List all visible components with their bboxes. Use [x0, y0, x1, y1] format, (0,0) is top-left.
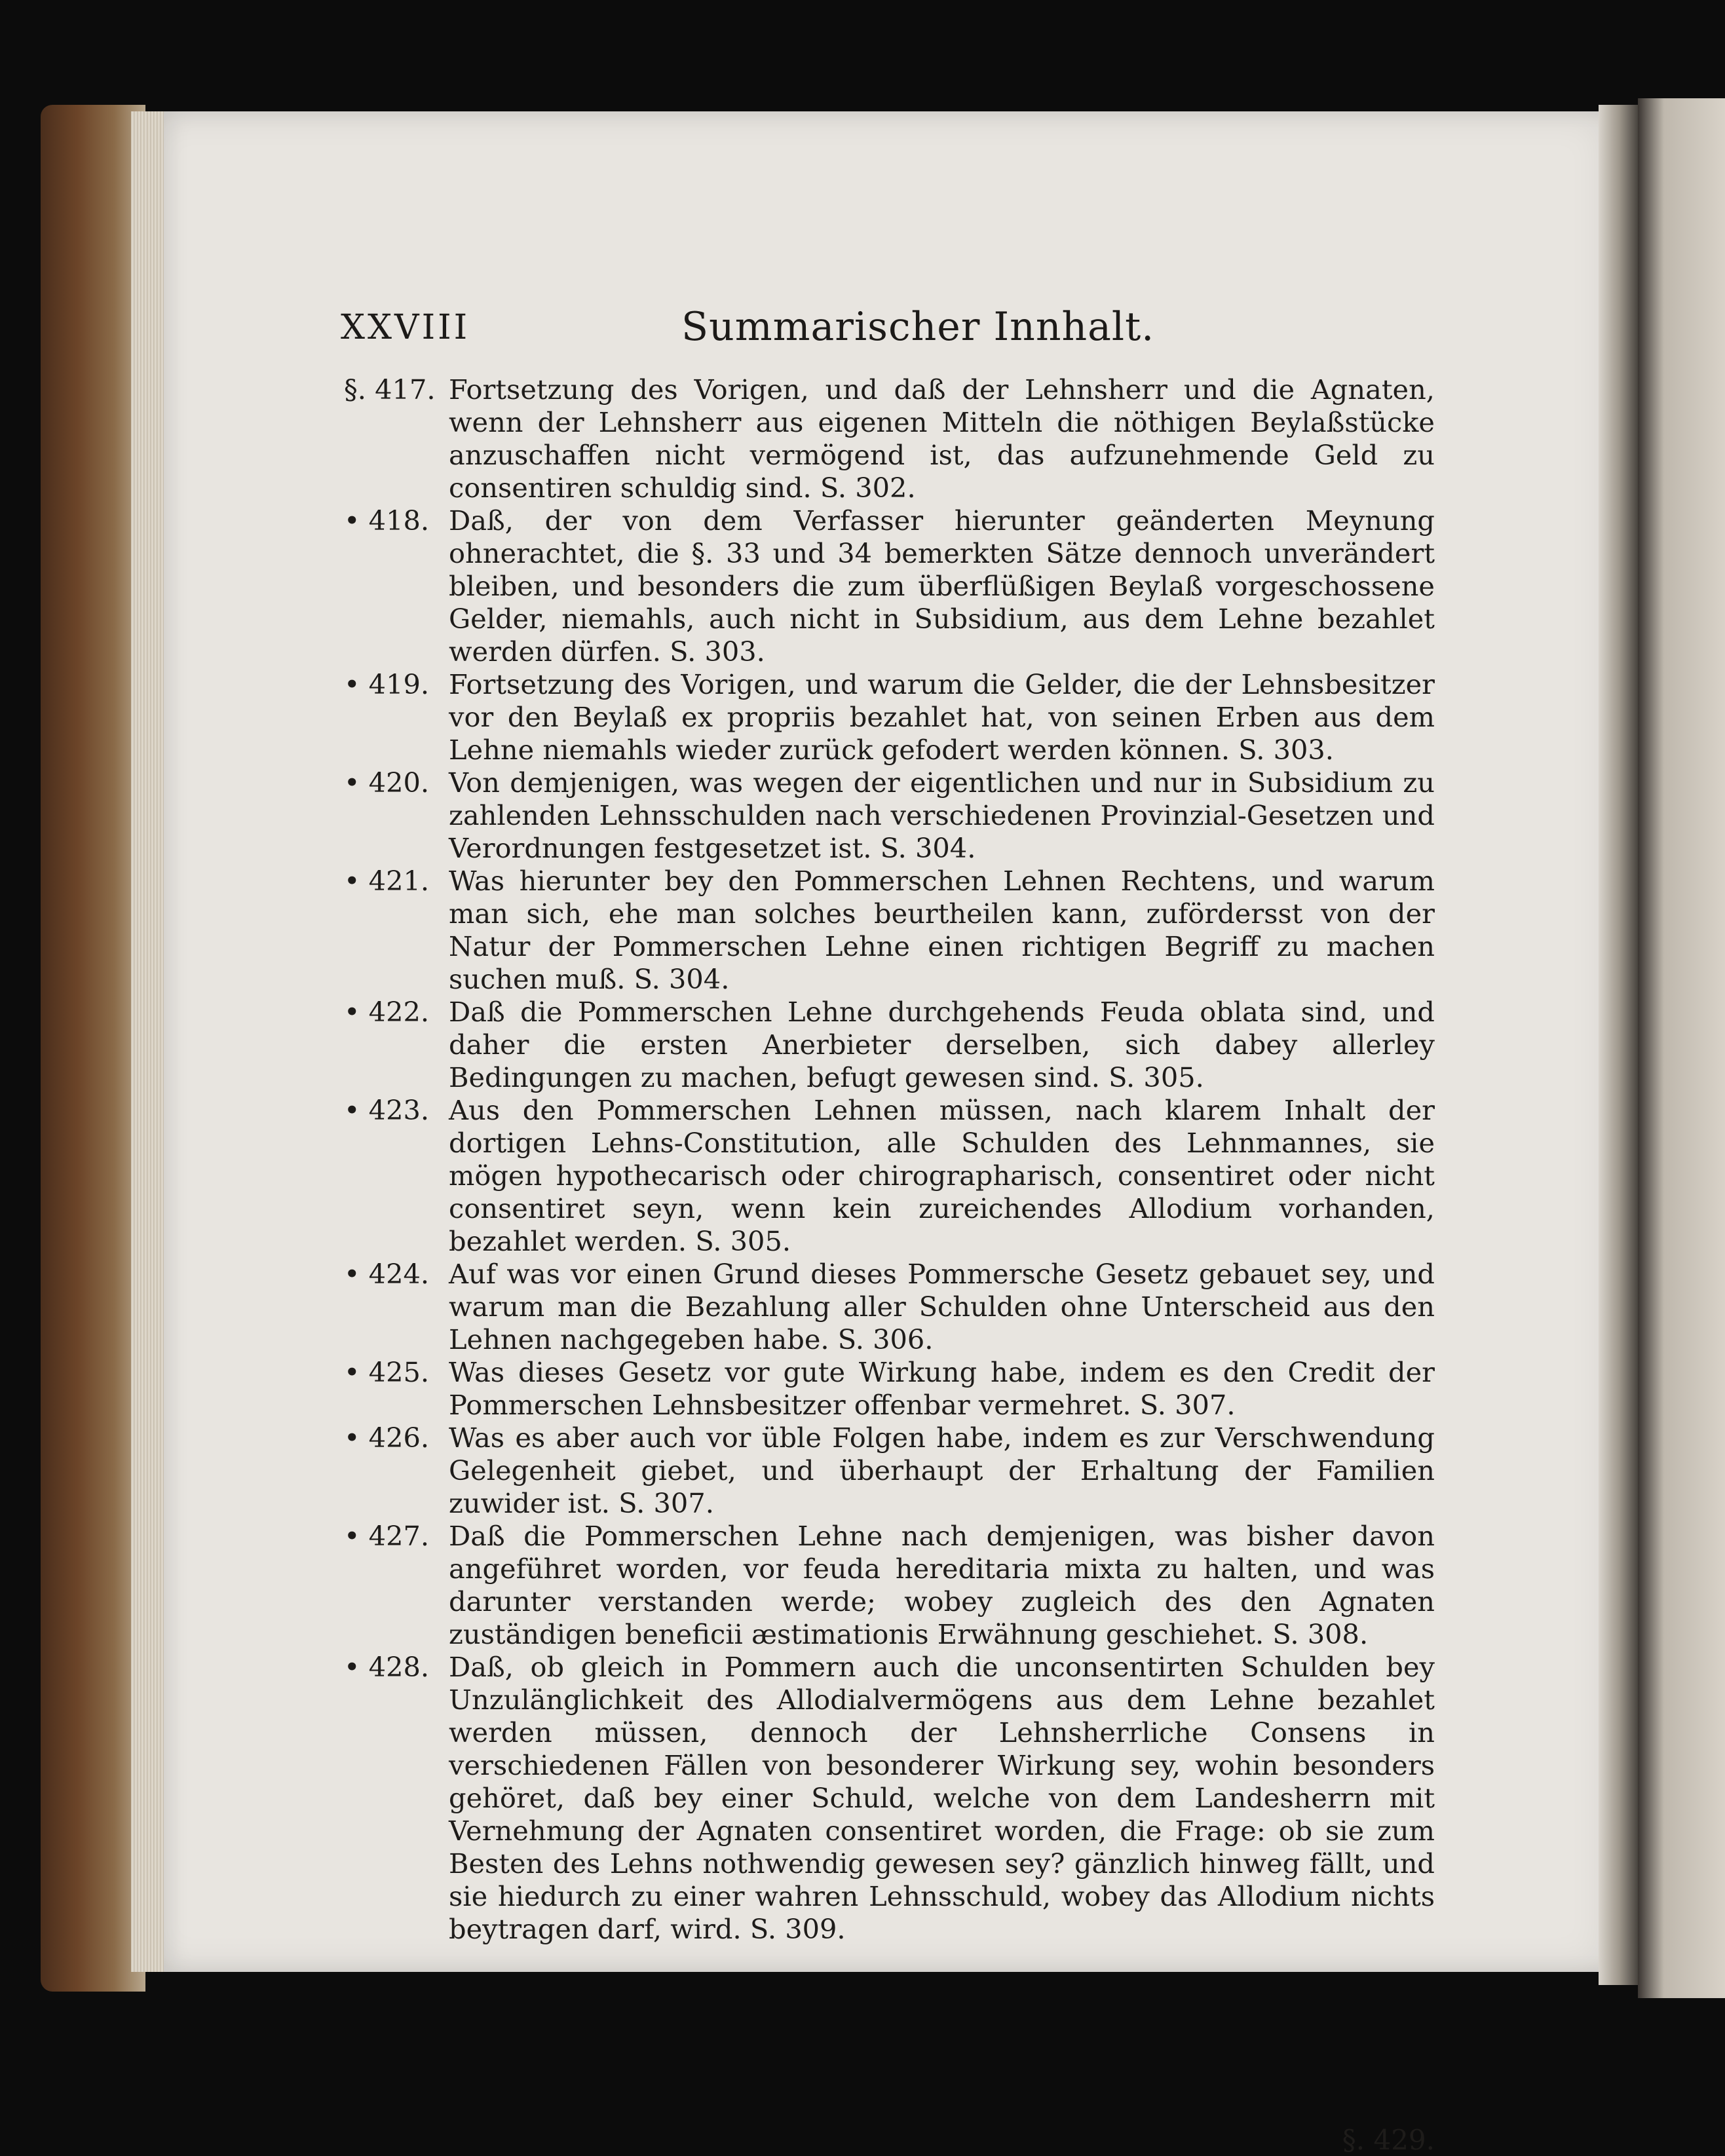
- list-item: [344, 766, 1435, 865]
- entry-number: • 419.: [344, 668, 430, 700]
- entry-text: Daß, der von dem Verfasser hierunter geänderten Meynung ohnerachtet, die §. 33 und 34 bemerkten Sätze dennoch unverändert bleiben, und besonders die zum überflüßigen Beylaß vorgeschossene Gelder, niemahls, auch nicht in Subsidium, aus dem Lehne bezahlet werden dürfen. S. 303.: [449, 504, 1435, 668]
- entry-text: Fortsetzung des Vorigen, und warum die Gelder, die der Lehnsbesitzer vor den Beylaß ex propriis bezahlet hat, von seinen Erben aus dem Lehne niemahls wieder zurück gefodert werden können. S. 303.: [449, 668, 1435, 766]
- entry-text: Daß, ob gleich in Pommern auch die unconsentirten Schulden bey Unzulänglichkeit des Allodialvermögens aus dem Lehne bezahlet werden müssen, dennoch der Lehnsherrliche Consens in verschiedenen Fällen von besonderer Wirkung sey, wohin besonders gehöret, daß bey einer Schuld, welche von dem Landesherrn mit Vernehmung der Agnaten consentiret worden, die Frage: ob sie zum Besten des Lehns nothwendig gewesen sey? gänzlich hinweg fällt, und sie hiedurch zu einer wahren Lehnsschuld, wobey das Allodium nichts beytragen darf, wird. S. 309.: [449, 1651, 1435, 1945]
- entry-number: • 420.: [344, 766, 430, 799]
- entry-number: • 423.: [344, 1094, 430, 1126]
- entry-number: • 421.: [344, 865, 430, 897]
- entry-number: • 426.: [344, 1422, 430, 1454]
- entry-number: • 418.: [344, 504, 430, 537]
- list-item: [344, 1094, 1435, 1258]
- list-item: [344, 504, 1435, 668]
- entry-number: • 425.: [344, 1356, 430, 1388]
- entry-text: Auf was vor einen Grund dieses Pommersche Gesetz gebauet sey, und warum man die Bezahlung aller Schulden ohne Unterscheid aus den Lehnen nachgegeben habe. S. 306.: [449, 1258, 1435, 1355]
- entry-text: Was dieses Gesetz vor gute Wirkung habe, indem es den Credit der Pommerschen Lehnsbesitzer offenbar vermehret. S. 307.: [449, 1356, 1435, 1421]
- list-item: [344, 1422, 1435, 1520]
- list-item: [344, 865, 1435, 996]
- table-of-contents-entries: [344, 373, 1435, 2156]
- list-item: [344, 1356, 1435, 1422]
- book-cover-edge: [41, 105, 145, 1992]
- list-item: [344, 1258, 1435, 1356]
- entry-text: Was es aber auch vor üble Folgen habe, indem es zur Verschwendung Gelegenheit giebet, und überhaupt der Erhaltung der Familien zuwider ist. S. 307.: [449, 1422, 1435, 1519]
- entry-number: §. 417.: [344, 373, 436, 406]
- list-item: [344, 373, 1435, 504]
- entry-number: • 427.: [344, 1520, 430, 1552]
- list-item: [344, 996, 1435, 1094]
- facing-page-edge: [1638, 98, 1725, 1998]
- page-title: Summarischer Innhalt.: [681, 304, 1155, 350]
- running-head: [341, 304, 1468, 360]
- entry-text: Daß die Pommerschen Lehne nach demjenigen, was bisher davon angeführet worden, vor feuda hereditaria mixta zu halten, und was darunter verstanden werde; wobey zugleich des den Agnaten zuständigen beneficii æstimationis Erwähnung geschiehet. S. 308.: [449, 1520, 1435, 1650]
- entry-number: • 424.: [344, 1258, 430, 1290]
- entry-text: Von demjenigen, was wegen der eigentlichen und nur in Subsidium zu zahlenden Lehnsschulden nach verschiedenen Provinzial-Gesetzen und Verordnungen festgesetzet ist. S. 304.: [449, 766, 1435, 864]
- entry-number: • 422.: [344, 996, 430, 1028]
- list-item: [344, 1520, 1435, 1651]
- list-item: [344, 668, 1435, 766]
- catchword: §. 429.: [1342, 2124, 1435, 2156]
- entry-text: Aus den Pommerschen Lehnen müssen, nach klarem Inhalt der dortigen Lehns-Constitution, alle Schulden des Lehnmannes, sie mögen hypothecarisch oder chirographarisch, consentiret oder nicht consentiret seyn, wenn kein zureichendes Allodium vorhanden, bezahlet werden. S. 305.: [449, 1094, 1435, 1257]
- page-number: XXVIII: [341, 308, 470, 347]
- entry-text: Fortsetzung des Vorigen, und daß der Lehnsherr und die Agnaten, wenn der Lehnsherr aus eigenen Mitteln die nöthigen Beylaßstücke anzuschaffen nicht vermögend ist, das aufzunehmende Geld zu consentiren schuldig sind. S. 302.: [449, 373, 1435, 504]
- entry-text: Daß die Pommerschen Lehne durchgehends Feuda oblata sind, und daher die ersten Anerbieter derselben, sich dabey allerley Bedingungen zu machen, befugt gewesen sind. S. 305.: [449, 996, 1435, 1093]
- entry-text: Was hierunter bey den Pommerschen Lehnen Rechtens, und warum man sich, ehe man solches beurtheilen kann, zufördersst von der Natur der Pommerschen Lehne einen richtigen Begriff zu machen suchen muß. S. 304.: [449, 865, 1435, 995]
- list-item: [344, 1651, 1435, 1946]
- entry-number: • 428.: [344, 1651, 430, 1683]
